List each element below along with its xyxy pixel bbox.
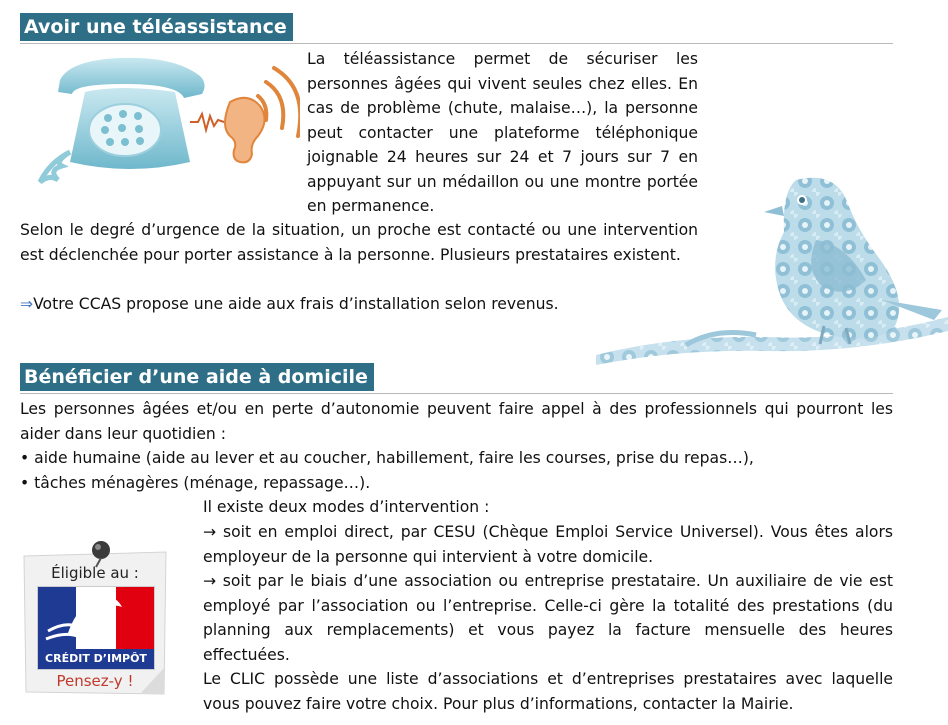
heading-teleassistance: Avoir une téléassistance — [20, 13, 293, 41]
modes-intro: Il existe deux modes d’intervention : — [203, 498, 490, 516]
mode-direct-employment: → soit en emploi direct, par CESU (Chèque Emploi Service Universel). Vous êtes alors employeur de la personne qui intervient à votre domicile. — [203, 523, 893, 566]
tax-credit-note — [20, 548, 170, 698]
marianne-logo — [38, 587, 154, 649]
teleassistance-body: Selon le degré d’urgence de la situation, un proche est contacté ou une intervention est déclenchée pour porter assistance à la personne. Plusieurs prestataires existent. — [20, 221, 698, 264]
reminder-label: Pensez-y ! — [56, 672, 134, 690]
tax-credit-badge: CRÉDIT D’IMPÔT — [38, 649, 154, 669]
heading-aide-domicile: Bénéficier d’une aide à domicile — [20, 363, 374, 391]
heading-rule-2 — [20, 393, 893, 394]
ear-icon — [225, 68, 300, 162]
teleassistance-intro: La téléassistance permet de sécuriser les personnes âgées qui vivent seules chez elles. En cas de problème (chute, malaise…), la personne peut contacter une plateforme téléphonique joignable 24 heures sur 24 et 7 jours sur 7 en appuyant sur un médaillon ou une montre portée en permanence. — [307, 50, 698, 215]
list-item: • tâches ménagères (ménage, repassage…). — [20, 474, 371, 492]
eligible-label: Éligible au : — [51, 564, 139, 582]
clic-info: Le CLIC possède une liste d’associations et d’entreprises prestataires avec laquelle vous pouvez faire votre choix. Pour plus d’informations, contacter la Mairie. — [203, 670, 893, 713]
ccas-note-text: Votre CCAS propose une aide aux frais d’installation selon revenus. — [33, 295, 559, 313]
heading-rule-1 — [20, 43, 893, 44]
mode-provider: → soit par le biais d’une association ou entreprise prestataire. Un auxiliaire de vie est employé par l’association ou l’entreprise. Celle-ci gère la totalité des prestations (du planning aux remplacements) et vous payez la facture mensuelle des heures effectuées. — [203, 572, 893, 664]
double-arrow-icon: ⇒ — [20, 295, 34, 313]
bird-illustration — [596, 170, 948, 370]
aide-domicile-intro: Les personnes âgées et/ou en perte d’autonomie peuvent faire appel à des professionnels qui pourront les aider dans leur quotidien : — [20, 400, 893, 443]
tax-credit-logo — [37, 586, 155, 670]
list-item: • aide humaine (aide au lever et au coucher, habillement, faire les courses, prise du repas…), — [20, 449, 754, 467]
telephone-icon — [30, 52, 300, 192]
